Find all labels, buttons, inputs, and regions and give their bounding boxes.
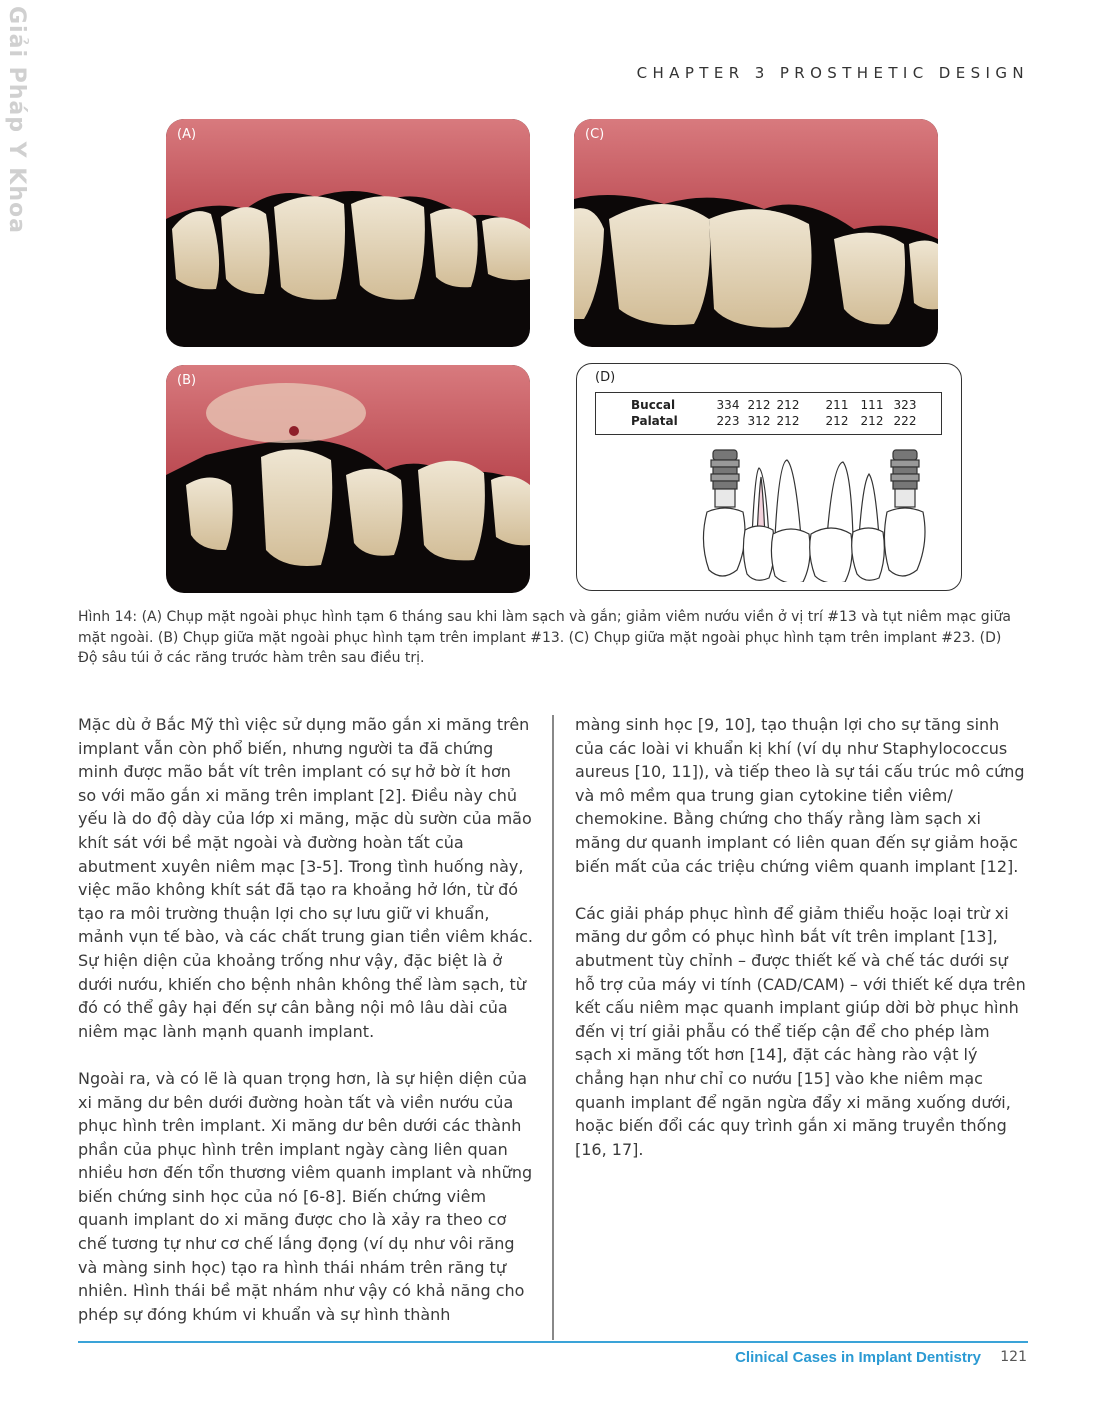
row-label: Palatal (631, 414, 678, 428)
watermark: Giải Pháp Y Khoa (4, 6, 29, 234)
body-column-left (78, 713, 533, 1350)
crown-icon (743, 526, 774, 580)
pocket-value: 334 (716, 398, 740, 412)
paragraph: Các giải pháp phục hình để giảm thiểu hoặc loại trừ xi măng dư gồm có phục hình bắt vít trên implant [13], abutment tùy chỉnh – được thiết kế và chế tác dưới sự hỗ trợ của máy vi tính (CAD/CAM) – với thiết kế dựa trên kết cấu niêm mạc quanh implant giúp dời bờ phục hình đến vị trí giải phẫu có thể tiếp cận để cho phép làm sạch xi măng tốt hơn [14], đặt các hàng rào vật lý chẳng hạn như chỉ co nướu [15] vào khe niêm mạc quanh implant để ngăn ngừa đẩy xi măng xuống dưới, hoặc biến đổi các quy trình gắn xi măng truyền thống [16, 17]. (575, 903, 1026, 1159)
pocket-value: 212 (776, 398, 800, 412)
panel-label-d: (D) (595, 370, 616, 385)
panel-label-c: (C) (585, 127, 605, 142)
pocket-value: 212 (825, 414, 849, 428)
pocket-value: 222 (893, 414, 917, 428)
crown-icon (884, 508, 925, 576)
footer-rule (78, 1341, 1028, 1343)
panel-label-a: (A) (177, 127, 197, 142)
crown-icon (810, 528, 852, 582)
panel-label-b: (B) (177, 373, 197, 388)
pocket-value: 312 (747, 414, 771, 428)
photo-panel-c (574, 119, 938, 347)
row-label: Buccal (631, 398, 676, 412)
footer-book-title: Clinical Cases in Implant Dentistry (735, 1349, 981, 1366)
pocket-value: 212 (747, 398, 771, 412)
pocket-depth-table (595, 392, 942, 435)
chapter-header: CHAPTER 3 PROSTHETIC DESIGN (636, 64, 1029, 82)
column-divider (552, 715, 554, 1340)
pocket-value: 223 (716, 414, 740, 428)
paragraph: màng sinh học [9, 10], tạo thuận lợi cho sự tăng sinh của các loài vi khuẩn kị khí (ví dụ như Staphylococcus aureus [10, 11]), và tiếp theo là sự tái cấu trúc mô cứng và mô mềm qua trung gian cytokine tiền viêm/ chemokine. Bằng chứng cho thấy rằng làm sạch xi măng dư quanh implant có liên quan đến sự giảm hoặc biến mất của các triệu chứng viêm quanh implant [12]. (575, 715, 1025, 876)
teeth-implant-diagram (697, 442, 967, 582)
paragraph: Ngoài ra, và có lẽ là quan trọng hơn, là sự hiện diện của xi măng dư bên dưới đường hoàn tất và viền nướu của phục hình trên implant. Xi măng dư bên dưới các thành phần của phục hình trên implant ngày càng liên quan nhiều hơn đến tổn thương viêm quanh implant và những biến chứng sinh học của nó [6-8]. Biến chứng viêm quanh implant do xi măng được cho là xảy ra theo cơ chế tương tự như cơ chế lắng đọng (ví dụ như vôi răng và màng sinh học) tạo ra hình thái nhám trên răng tự nhiên. Hình thái bề mặt nhám như vậy có khả năng cho phép sự đóng khúm vi khuẩn và sự hình thành (78, 1068, 533, 1324)
implant-right-icon (891, 450, 919, 507)
tooth-root-icon (827, 462, 853, 537)
figure-caption: Hình 14: (A) Chụp mặt ngoài phục hình tạm 6 tháng sau khi làm sạch và gắn; giảm viêm nướu viền ở vị trí #13 và tụt niêm mạc giữa mặt ngoài. (B) Chụp giữa mặt ngoài phục hình tạm trên implant #13. (C) Chụp giữa mặt ngoài phục hình tạm trên implant #23. (D) Độ sâu túi ở các răng trước hàm trên sau điều trị. (78, 609, 1011, 666)
body-column-right (575, 713, 1030, 1185)
implant-left-icon (711, 450, 739, 507)
tooth-root-icon (775, 460, 801, 537)
pocket-value: 212 (776, 414, 800, 428)
photo-panel-b (166, 365, 530, 593)
photo-panel-a (166, 119, 530, 347)
crown-icon (771, 529, 810, 582)
crown-icon (852, 528, 885, 580)
paragraph: Mặc dù ở Bắc Mỹ thì việc sử dụng mão gắn xi măng trên implant vẫn còn phổ biến, nhưng người ta đã chứng minh được mão bắt vít trên implant có sự hở bờ ít hơn so với mão gắn xi măng trên implant [2]. Điều này chủ yếu là do độ dày của lớp xi măng, mặc dù sườn của mão khít sát với bề mặt ngoài và đường hoàn tất của abutment xuyên niêm mạc [3-5]. Trong tình huống này, việc mão không khít sát đã tạo ra khoảng hở lớn, từ đó tạo ra môi trường thuận lợi cho sự lưu giữ vi khuẩn, mảnh vụn tế bào, và các chất trung gian tiền viêm khác. Sự hiện diện của khoảng trống như vậy, đặc biệt là ở dưới nướu, khiến cho bệnh nhân không thể làm sạch, từ đó có thể gây hại đến sự cân bằng nội mô lâu dài của niêm mạc lành mạnh quanh implant. (78, 715, 533, 1041)
crown-icon (703, 508, 745, 576)
pocket-depth-chart (576, 363, 962, 591)
pocket-row-palatal (596, 414, 941, 430)
pocket-value: 111 (860, 398, 884, 412)
pocket-value: 323 (893, 398, 917, 412)
pocket-value: 211 (825, 398, 849, 412)
pocket-row-buccal (596, 398, 941, 414)
page-number: 121 (1000, 1349, 1027, 1365)
pocket-value: 212 (860, 414, 884, 428)
